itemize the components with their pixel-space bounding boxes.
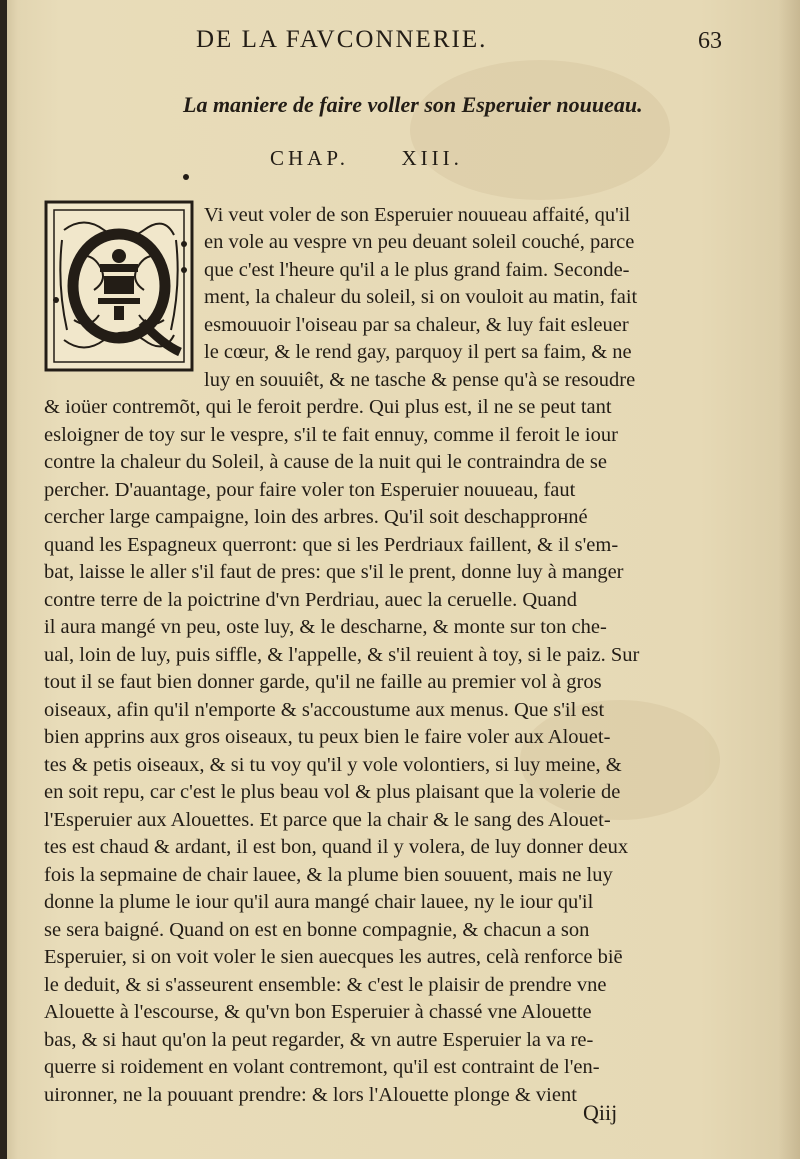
text-line: tes est chaud & ardant, il est bon, quand il y volera, de luy donner deux — [44, 836, 629, 858]
text-line: Alouette à l'escourse, & qu'vn bon Esperuier à chassé vne Alouette — [44, 1001, 592, 1023]
text-line: uironner, ne la pouuant prendre: & lors l'Alouette plonge & vient — [44, 1084, 577, 1106]
text-line: que c'est l'heure qu'il a le plus grand faim. Seconde- — [204, 259, 630, 281]
chapter-number: XIII. — [401, 146, 463, 170]
text-line: contre terre de la poictrine d'vn Perdriau, auec la ceruelle. Quand — [44, 589, 578, 611]
text-line: tes & petis oiseaux, & si tu voy qu'il y vole volontiers, si luy meine, & — [44, 754, 622, 776]
text-line: donne la plume le iour qu'il aura mangé chair lauee, ny le iour qu'il — [44, 891, 594, 913]
page-header — [0, 26, 800, 66]
chapter-heading — [270, 146, 463, 171]
text-line: en soit repu, car c'est le plus beau vol & plus plaisant que la volerie de — [44, 781, 621, 803]
text-line: esloigner de toy sur le vespre, s'il te fait ennuy, comme il feroit le iour — [44, 424, 618, 446]
text-line: le deduit, & si s'asseurent ensemble: & c'est le plaisir de prendre vne — [44, 974, 607, 996]
text-line: fois la sepmaine de chair lauee, & la plume bien souuent, mais ne luy — [44, 864, 613, 886]
chapter-label: CHAP. — [270, 146, 349, 170]
page-binding-edge — [0, 0, 7, 1159]
text-line: bas, & si haut qu'on la peut regarder, & vn autre Esperuier la va re- — [44, 1029, 594, 1051]
section-title: La maniere de faire voller son Esperuier nouueau. — [183, 92, 643, 117]
text-line: quand les Espagneux querront: que si les Perdriaux faillent, & il s'em- — [44, 534, 619, 556]
text-line: oiseaux, afin qu'il n'emporte & s'accoustume aux menus. Que s'il est — [44, 699, 605, 721]
text-line: & ioüer contremõt, qui le feroit perdre. Qui plus est, il ne se peut tant — [44, 396, 612, 418]
text-line: cercher large campaigne, loin des arbres. Qu'il soit deschapprонné — [44, 506, 588, 528]
text-line: Esperuier, si on voit voler le sien auecques les autres, celà renforce biē — [44, 946, 623, 968]
text-line: l'Esperuier aux Alouettes. Et parce que la chair & le sang des Alouet- — [44, 809, 611, 831]
text-line: percher. D'auantage, pour faire voler ton Esperuier nouueau, faut — [44, 479, 576, 501]
text-line: ual, loin de luy, puis siffle, & l'appelle, & s'il reuient à toy, si le paiz. Sur — [44, 644, 640, 666]
text-line: tout il se faut bien donner garde, qu'il ne faille au premier vol à gros — [44, 671, 602, 693]
text-line: luy en souuiêt, & ne tasche & pense qu'à se resoudre — [204, 369, 636, 391]
text-line: le cœur, & le rend gay, parquoy il pert sa faim, & ne — [204, 341, 632, 363]
running-head: DE LA FAVCONNERIE. — [196, 26, 488, 53]
ornamental-initial-icon — [44, 200, 194, 372]
decorated-initial — [44, 200, 194, 372]
text-line: se sera baigné. Quand on est en bonne compagnie, & chacun a son — [44, 919, 590, 941]
page-number: 63 — [698, 28, 722, 54]
text-line: contre la chaleur du Soleil, à cause de la nuit qui le contraindra de se — [44, 451, 607, 473]
text-line: esmouuoir l'oiseau par sa chaleur, & luy fait esleuer — [204, 314, 629, 336]
text-line: Vi veut voler de son Esperuier nouueau affaité, qu'il — [204, 204, 631, 226]
text-line: il aura mangé vn peu, oste luy, & le descharne, & monte sur ton che- — [44, 616, 607, 638]
text-line: bien apprins aux gros oiseaux, tu peux bien le faire voler aux Alouet- — [44, 726, 611, 748]
page-curve-shadow — [778, 0, 800, 1159]
text-line: ment, la chaleur du soleil, si on vouloit au matin, fait — [204, 286, 638, 308]
text-line: bat, laisse le aller s'il faut de pres: que s'il le prent, donne luy à manger — [44, 561, 624, 583]
text-line: querre si roidement en volant contremont, qu'il est contraint de l'en- — [44, 1056, 600, 1078]
signature-mark: Qiij — [583, 1100, 618, 1125]
ink-dot — [183, 174, 189, 180]
text-line: en vole au vespre vn peu deuant soleil couché, parce — [204, 231, 635, 253]
paper-stain — [410, 60, 670, 200]
